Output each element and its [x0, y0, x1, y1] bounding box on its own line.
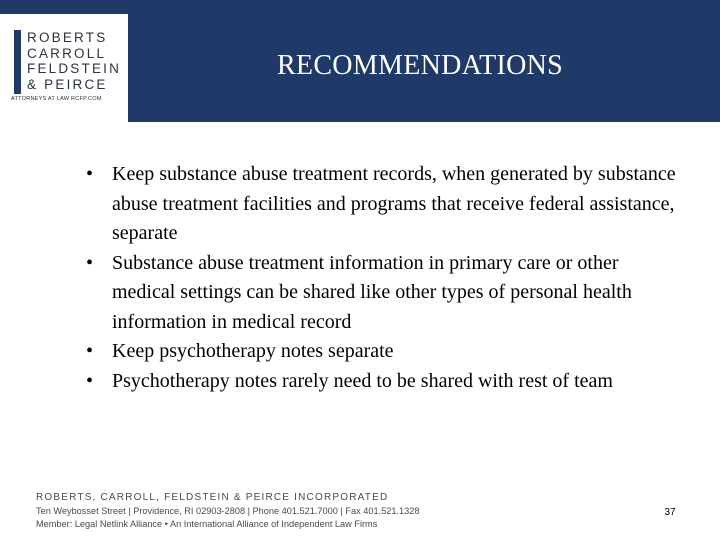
logo-line-3: FELDSTEIN [27, 61, 122, 76]
bullet-text: Psychotherapy notes rarely need to be shared with rest of team [112, 369, 613, 392]
bullet-symbol: • [86, 163, 94, 185]
logo-line-4: & PEIRCE [27, 76, 108, 92]
logo-accent-bar [14, 30, 21, 94]
bullet-item [86, 337, 676, 367]
footer [36, 490, 556, 530]
page-number: 37 [664, 507, 676, 518]
footer-firm-name: ROBERTS, CARROLL, FELDSTEIN & PEIRCE INCORPORATED [36, 492, 389, 503]
bullet-text: Keep psychotherapy notes separate [112, 340, 394, 362]
logo-tagline: ATTORNEYS AT LAW RCFP.COM [11, 96, 102, 102]
footer-address: Ten Weybosset Street | Providence, RI 02903-2808 | Phone 401.521.7000 | Fax 401.521.1328 [36, 506, 420, 516]
logo-line-1: ROBERTS [27, 30, 108, 45]
slide-title: RECOMMENDATIONS [276, 50, 564, 81]
bullet-item [86, 367, 676, 397]
bullet-item [86, 160, 676, 249]
bullet-text: Substance abuse treatment information in primary care or other medical settings can be shared like other types of personal health information in medical record [112, 251, 632, 333]
bullet-symbol: • [86, 340, 94, 362]
logo-wordmark [27, 30, 127, 92]
bullet-text: Keep substance abuse treatment records, when generated by substance abuse treatment facilities and programs that receive federal assistance, separate [112, 163, 676, 244]
logo-line-2: CARROLL [27, 45, 107, 61]
firm-logo [0, 14, 128, 122]
bullet-symbol: • [86, 251, 94, 274]
footer-membership: Member: Legal Netlink Alliance • An International Alliance of Independent Law Firms [36, 518, 378, 529]
bullet-list [86, 160, 676, 396]
bullet-symbol: • [86, 369, 94, 392]
bullet-item [86, 249, 676, 338]
